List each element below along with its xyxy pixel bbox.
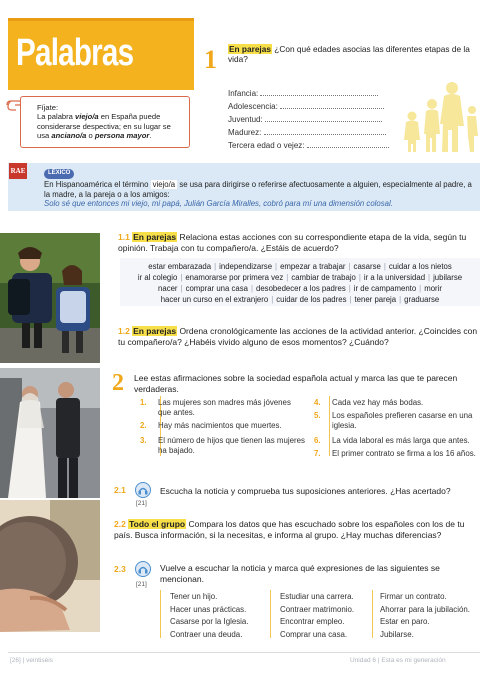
word-chip[interactable]: empezar a trabajar [280, 262, 346, 271]
expression-item[interactable]: Jubilarse. [380, 629, 414, 639]
word-chip[interactable]: jubilarse [433, 273, 463, 282]
fill-blank[interactable] [307, 140, 389, 148]
activity-number-2-1: 2.1 [114, 485, 126, 495]
fill-row-madurez [228, 127, 386, 138]
lexico-tag: LÉXICO [44, 169, 74, 179]
activity-2-3-text: Vuelve a escuchar la noticia y marca qué expresiones de las siguientes se mencionan. [160, 563, 440, 584]
pregnant-belly-photo [0, 500, 100, 632]
tag-todo-el-grupo: Todo el grupo [129, 519, 186, 529]
word-chip[interactable]: cambiar de trabajo [291, 273, 356, 282]
fijate-text: . [149, 131, 152, 141]
fijate-text: o [86, 131, 95, 141]
fijate-note-box [20, 96, 190, 148]
fijate-alt-1: anciano/a [51, 131, 87, 141]
statement-item[interactable] [314, 398, 480, 408]
fill-row-infancia [228, 88, 378, 99]
activity-1-text: ¿Con qué edades asocias las diferentes etapas de la vida? [228, 44, 470, 65]
word-chip[interactable]: ir de campamento [353, 284, 417, 293]
activity-number-1-2: 1.2 [118, 326, 130, 336]
statement-number: 3. [140, 436, 147, 445]
audio-icon[interactable] [135, 482, 151, 498]
footer-unit: Unidad 6 | Esta es mi generación [350, 657, 446, 664]
expressions-divider [270, 590, 271, 638]
expression-item[interactable]: Hacer unas prácticas. [170, 604, 247, 614]
expression-item[interactable]: Firmar un contrato. [380, 592, 447, 601]
wedding-couple-photo [0, 368, 100, 498]
activity-1-1 [118, 232, 480, 254]
statement-number: 2. [140, 421, 147, 430]
expression-item[interactable]: Contraer una deuda. [170, 629, 243, 639]
word-chip[interactable]: morir [424, 284, 442, 293]
activity-number-2-2: 2.2 [114, 519, 126, 529]
activity-2-2 [114, 519, 480, 541]
word-bank-row: ir al colegio | enamorarse por primera vez | cambiar de trabajo | ir a la universidad | jubilarse [137, 273, 463, 282]
statement-number: 1. [140, 398, 147, 407]
statement-item[interactable] [314, 436, 480, 446]
expression-item[interactable]: Ahorrar para la jubilación. [380, 604, 470, 614]
audio-icon[interactable] [135, 561, 151, 577]
fill-blank[interactable] [280, 101, 384, 109]
word-chip[interactable]: graduarse [404, 295, 440, 304]
activity-1-1-text: Relaciona estas acciones con su correspondiente etapa de la vida, según tu opinión. Trabaja con tu compañero/a. ¿Estáis de acuerdo? [118, 232, 467, 253]
statement-number: 6. [314, 436, 321, 445]
statement-number: 4. [314, 398, 321, 407]
lexico-text [44, 180, 478, 209]
expression-item[interactable]: Tener un hijo. [170, 592, 218, 601]
fijate-body [37, 112, 181, 140]
expressions-divider [160, 590, 161, 638]
statement-item[interactable] [140, 436, 310, 456]
audio-track-number: [21] [136, 581, 147, 588]
rae-logo: RAE [9, 163, 27, 179]
fill-row-juventud [228, 114, 382, 125]
fill-label: Adolescencia: [228, 102, 278, 111]
statement-text: La vida laboral es más larga que antes. [332, 436, 470, 445]
expressions-column-2 [280, 591, 354, 641]
expression-item[interactable]: Estar en paro. [380, 617, 430, 626]
expressions-column-1 [170, 591, 249, 641]
word-chip[interactable]: independizarse [219, 262, 273, 271]
footer-page-number: [26] | veintiséis [10, 657, 53, 664]
statement-text: Los españoles prefieren casarse en una iglesia. [332, 411, 473, 430]
lexico-text-pre: En Hispanoamérica el término [44, 180, 151, 189]
fijate-word: viejo/a [75, 112, 99, 122]
family-silhouette-illustration [388, 74, 478, 154]
word-chip[interactable]: estar embarazada [148, 262, 212, 271]
activity-2-1-text: Escucha la noticia y comprueba tus suposiciones anteriores. ¿Has acertado? [160, 486, 451, 496]
word-chip[interactable]: desobedecer a los padres [256, 284, 346, 293]
statement-number: 7. [314, 449, 321, 458]
fill-blank[interactable] [260, 88, 378, 96]
word-chip[interactable]: cuidar a los nietos [388, 262, 452, 271]
expression-item[interactable]: Casarse por la Iglesia. [170, 617, 249, 626]
expression-item[interactable]: Estudiar una carrera. [280, 592, 354, 601]
activity-1-instruction [228, 44, 478, 65]
activity-2-2-instruction [114, 519, 464, 540]
fill-blank[interactable] [265, 114, 382, 122]
word-chip[interactable]: ir al colegio [137, 273, 178, 282]
lexico-word: viejo/a [152, 180, 176, 189]
tag-en-parejas: En parejas [229, 44, 271, 54]
statement-text: El número de hijos que tienen las mujeres ha bajado. [158, 436, 305, 455]
footer-divider [8, 652, 480, 653]
word-chip[interactable]: nacer [158, 284, 178, 293]
word-chip[interactable]: cuidar de los padres [276, 295, 347, 304]
activity-2-2-text: Compara los datos que has escuchado sobre los españoles con los de tu país. Busca información, si la necesitas, e informa al grupo. ¿Hay muchas diferencias? [114, 519, 465, 540]
word-bank-row: estar embarazada | independizarse | empezar a trabajar | casarse | cuidar a los nietos [148, 262, 452, 271]
statement-text: Cada vez hay más bodas. [332, 398, 424, 407]
word-chip[interactable]: enamorarse por primera vez [185, 273, 284, 282]
expression-item[interactable]: Encontrar empleo. [280, 617, 345, 626]
lexico-quote: Solo sé que entonces mi viejo, mi papá, Julián García Miralles, cobró para mí una dimensión colosal. [44, 199, 393, 209]
word-bank-row: nacer | comprar una casa | desobedecer a los padres | ir de campamento | morir [158, 284, 442, 293]
word-chip[interactable]: ir a la universidad [363, 273, 426, 282]
statement-item[interactable] [140, 421, 310, 431]
fill-label: Tercera edad o vejez: [228, 141, 305, 150]
activity-number-1-1: 1.1 [118, 232, 130, 242]
fijate-text: La palabra [37, 112, 75, 122]
page-number-words: veintiséis [26, 657, 53, 664]
statement-text: El primer contrato se firma a los 16 años. [332, 449, 476, 458]
expressions-divider [372, 590, 373, 638]
fill-label: Juventud: [228, 115, 263, 124]
activity-1-1-instruction [118, 232, 466, 253]
activity-1-2-instruction [118, 326, 477, 347]
activity-2-text: Lee estas afirmaciones sobre la sociedad española actual y marca las que te parecen verdaderas. [134, 373, 458, 394]
statement-number: 5. [314, 411, 321, 420]
tag-en-parejas: En parejas [133, 232, 177, 242]
statement-item[interactable] [314, 411, 480, 431]
page-title: Palabras [16, 32, 134, 74]
activity-1-2-text: Ordena cronológicamente las acciones de la actividad anterior. ¿Coincides con tu compañero/a? ¿Habéis vivido alguno de esos momentos? ¿Cuándo? [118, 326, 478, 347]
word-bank [120, 258, 480, 306]
fill-label: Infancia: [228, 89, 259, 98]
page-number: [26] [10, 657, 21, 664]
fill-row-tercera-edad [228, 140, 389, 151]
children-backpacks-photo [0, 233, 100, 363]
word-chip[interactable]: casarse [353, 262, 381, 271]
expressions-column-3 [380, 591, 470, 641]
fill-blank[interactable] [264, 127, 386, 135]
activity-number-2-3: 2.3 [114, 564, 126, 574]
activity-1-2 [118, 326, 480, 348]
statement-item[interactable] [314, 449, 480, 459]
fijate-alt-2: persona mayor [94, 131, 150, 141]
expression-item[interactable]: Comprar una casa. [280, 629, 348, 639]
fill-row-adolescencia [228, 101, 384, 112]
statement-text: Las mujeres son madres más jóvenes que antes. [158, 398, 291, 417]
word-chip[interactable]: comprar una casa [185, 284, 248, 293]
tag-en-parejas: En parejas [133, 326, 177, 336]
fijate-title: Fíjate: [37, 103, 59, 112]
word-bank-row: hacer un curso en el extranjero | cuidar de los padres | tener pareja | graduarse [160, 295, 440, 304]
expression-item[interactable]: Contraer matrimonio. [280, 604, 355, 614]
activity-number-2: 2 [112, 370, 124, 396]
word-chip[interactable]: tener pareja [354, 295, 397, 304]
statement-text: Hay más nacimientos que muertes. [158, 421, 282, 430]
word-chip[interactable]: hacer un curso en el extranjero [160, 295, 269, 304]
fijate-text: en España puede considerarse despectiva; en su lugar se usa [37, 112, 171, 141]
lexico-text-post: se usa para dirigirse o referirse afectuosamente a alguien, especialmente al padre, a la madre, a la pareja o a los amigos: [44, 180, 472, 199]
fill-label: Madurez: [228, 128, 262, 137]
statement-item[interactable] [140, 398, 310, 418]
activity-number-1: 1 [204, 45, 217, 74]
audio-track-number: [21] [136, 500, 147, 507]
